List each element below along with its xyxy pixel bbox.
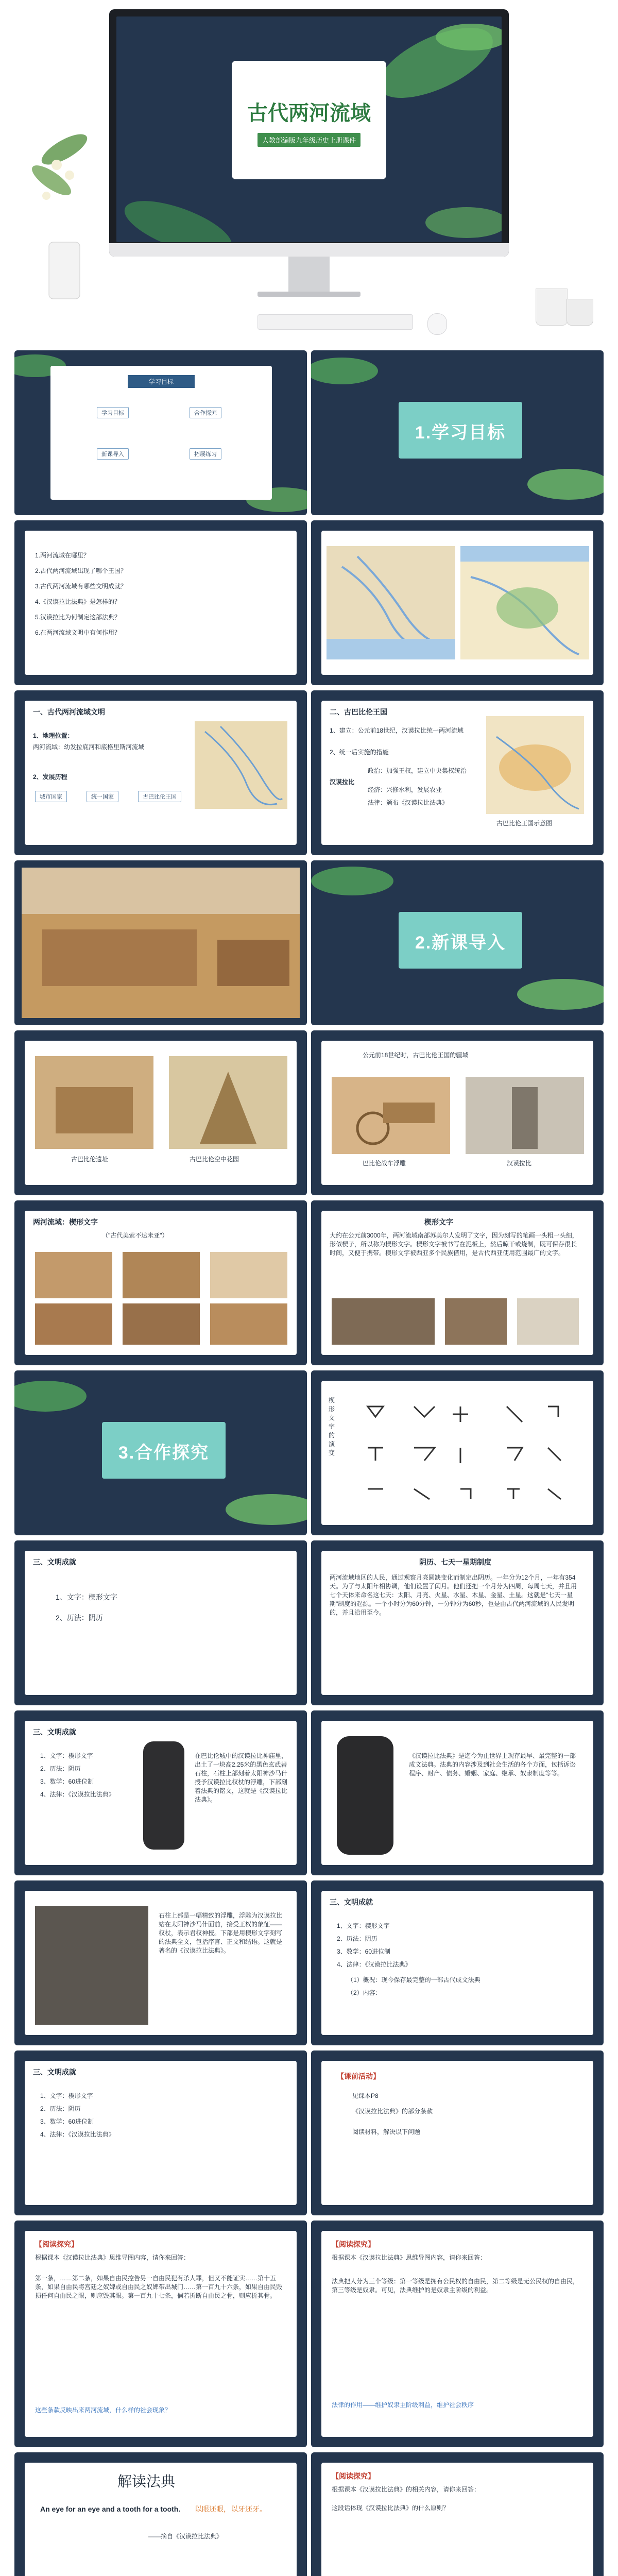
slide-content <box>321 2231 593 2437</box>
slide-content <box>321 1381 593 1525</box>
slide-achievements <box>14 1540 307 1705</box>
activity-line: 见课本P8 <box>352 2092 379 2099</box>
stele-image <box>143 1741 184 1850</box>
slide-heading: 两河流域：楔形文字 <box>33 1218 98 1226</box>
slide-law-question <box>311 2221 604 2447</box>
slide-ruins <box>14 1030 307 1195</box>
slide-babylon <box>311 690 604 855</box>
achievement-item: 2、历法：阴历 <box>56 1614 103 1622</box>
slide-activity <box>311 2050 604 2215</box>
sub-item: （2）内容： <box>347 1989 382 1996</box>
ruins-photo <box>22 868 300 1018</box>
slide-questions <box>14 520 307 685</box>
measure: 经济：兴修水利，发展农业 <box>368 786 442 793</box>
question: 5.汉谟拉比为何制定这部法典？ <box>35 614 121 621</box>
body-text: 两河流域地区的人民，通过观察月亮圆缺变化而制定出阴历。一年分为12个月，一年有354天。为了与太阳年相协调，他们设置了闰月。他们还把一个月分为四周，每周七天，并且用七个天体来命名这七天：太阳、月亮、火星、水星、木星、金星、土星。这就是"七天一星期"制度的起源。一个小时分为60分钟，一分钟分为60秒，也是由古代两河流域的人民发明的，并且沿用至今。 <box>330 1574 577 1616</box>
slide-objectives <box>14 350 307 515</box>
tag: 【阅读探究】 <box>332 2472 375 2480</box>
flow-step: 统一国家 <box>87 791 118 802</box>
map-image <box>327 546 455 659</box>
slide-content <box>321 1891 593 2035</box>
monitor-chin <box>109 243 509 257</box>
hand-writing-image <box>210 1252 287 1298</box>
flow-step: 古巴比伦王国 <box>138 791 181 802</box>
prompt: 根据课本《汉谟拉比法典》思维导图内容，请你来回答： <box>35 2254 190 2261</box>
slide-heading: 三、文明成就 <box>330 1898 373 1906</box>
tag: 【阅读探究】 <box>35 2240 78 2248</box>
slide-content <box>321 1211 593 1355</box>
achievement-item: 1、文字：楔形文字 <box>40 1752 93 1759</box>
activity-line: 《汉谟拉比法典》的部分条款 <box>352 2108 433 2115</box>
cup <box>566 299 593 326</box>
quote: （"古代美索不达米亚"） <box>102 1232 168 1239</box>
slide-content <box>25 531 297 675</box>
slide-heading: 二、古巴比伦王国 <box>330 708 387 716</box>
tag: 【阅读探究】 <box>332 2240 375 2248</box>
measure: 法律：颁布《汉谟拉比法典》 <box>368 799 449 806</box>
slide-cuneiform-chart <box>311 1370 604 1535</box>
slide-content <box>25 1891 297 2035</box>
tablet-image <box>210 1303 287 1345</box>
clay-tablet-image <box>35 1252 112 1298</box>
tablet-image <box>332 1298 435 1345</box>
statue-image <box>517 1298 579 1345</box>
measures-label: 汉谟拉比 <box>330 778 355 786</box>
achievement-item: 1、文字：楔形文字 <box>40 2092 93 2099</box>
section-title: 1.学习目标 <box>415 423 506 443</box>
slide-law-excerpt <box>14 2221 307 2447</box>
stele-image <box>337 1736 393 1855</box>
achievement-item: 3、数学：60进位制 <box>40 1778 94 1785</box>
point-desc: 两河流域：幼发拉底河和底格里斯河流域 <box>33 743 145 751</box>
cover-card <box>232 61 386 179</box>
objective-item[interactable]: 学习目标 <box>97 407 129 418</box>
question: 这些条款反映出来两河流域，什么样的社会现象？ <box>35 2406 171 2414</box>
activity-line: 阅读材料，解决以下问题 <box>352 2128 421 2136</box>
monitor-screen <box>116 16 502 242</box>
slide-quote <box>14 2452 307 2576</box>
slide-content <box>25 1211 297 1355</box>
monitor-frame <box>109 9 509 257</box>
slide-section2 <box>311 860 604 1025</box>
slide-content <box>321 1041 593 1185</box>
question: 3.古代两河流域有哪些文明成就？ <box>35 583 127 590</box>
clay-tablet-image <box>123 1252 200 1298</box>
objectives-top-box: 学习目标 <box>128 375 195 388</box>
caption: 古巴比伦空中花园 <box>190 1156 239 1163</box>
tablet-image <box>35 1303 112 1345</box>
prompt: 根据课本《汉谟拉比法典》思维导图内容，请你来回答： <box>332 2254 487 2261</box>
monitor-base <box>258 292 360 297</box>
slide-cuneiform-left <box>14 1200 307 1365</box>
slide-map-intro <box>311 520 604 685</box>
slide-content <box>321 701 593 845</box>
slide-cuneiform-right <box>311 1200 604 1365</box>
achievement-item: 2、历法：阴历 <box>337 1935 377 1942</box>
section-card <box>399 402 522 459</box>
statue-image <box>466 1077 584 1154</box>
garden-image <box>169 1056 287 1149</box>
section-title: 2.新课导入 <box>415 933 506 953</box>
slide-intro <box>311 1030 604 1195</box>
quote-en: An eye for an eye and a tooth for a tooth. <box>40 2505 181 2513</box>
excerpt: 第一条，……第二条，如果自由民控告另一自由民犯有杀人罪，但又不能证实……第十五条，如果自由民将宫廷之奴婢或自由民之奴婢带出城门……第一百九十六条，如果自由民毁损任何自由民之眼，则应毁其眼。第一百九十七条，倘若折断自由民之骨，则应折其骨。 <box>35 2275 283 2299</box>
slide-content <box>25 2061 297 2205</box>
ruins-image <box>35 1056 153 1149</box>
section-card <box>102 1422 226 1479</box>
slide-content <box>25 2231 297 2437</box>
cup <box>536 289 568 326</box>
cover-subtitle: 人教部编版九年级历史上册课件 <box>258 133 360 147</box>
slide-relief <box>14 1880 307 2045</box>
point: 1、建立：公元前18世纪，汉谟拉比统一两河流域 <box>330 727 464 734</box>
question: 6.在两河流域文明中有何作用？ <box>35 629 121 636</box>
monitor-stand <box>288 257 330 293</box>
body-text: 在巴比伦城中的汉谟拉比神庙里，出土了一块高2.25米的黑色玄武岩石柱，石柱上部刻着太阳神沙马什授予汉谟拉比权杖的浮雕，下部刻着法典的铭文，这就是《汉谟拉比法典》。 <box>195 1752 288 1803</box>
answer: 这段话体现《汉谟拉比法典》的什么原则？ <box>332 2504 450 2512</box>
slide-legal-prompt <box>311 2452 604 2576</box>
slide-heading: 阴历、七天一星期制度 <box>419 1558 491 1566</box>
slide-heading: 三、文明成就 <box>33 1728 76 1736</box>
question: 2.古代两河流域出现了哪个王国？ <box>35 567 127 574</box>
quote-source: ——摘自《汉谟拉比法典》 <box>148 2533 223 2540</box>
body-text: 石柱上部是一幅精致的浮雕，浮雕为汉谟拉比站在太阳神沙马什面前，接受王权的象征——权杖，表示君权神授。下部是用楔形文字刻写的法典全文，包括序言、正文和结语。这就是著名的《汉谟拉比法典》。 <box>159 1912 283 1954</box>
slide-content <box>321 2061 593 2205</box>
map-image <box>486 716 584 814</box>
cuneiform-symbols <box>352 1391 579 1515</box>
slide-geography <box>14 690 307 855</box>
slide-content <box>321 531 593 675</box>
answer: 法律的作用——维护奴隶主阶级利益，维护社会秩序 <box>332 2401 474 2409</box>
caption: 巴比伦战车浮雕 <box>363 1160 406 1167</box>
quote-cn: 以眼还眼，以牙还牙。 <box>195 2505 267 2513</box>
caption: 古巴比伦遗址 <box>71 1156 109 1163</box>
slide-achievements3 <box>311 1880 604 2045</box>
slide-section3 <box>14 1370 307 1535</box>
slide-heading: 三、文明成就 <box>33 2068 76 2076</box>
activity-tag: 【课前活动】 <box>337 2072 380 2080</box>
prompt: 根据课本《汉谟拉比法典》的相关内容，请你来回答： <box>332 2486 480 2493</box>
sub-item: （1）概况：现今保存最完整的一部古代成文法典 <box>347 1976 480 1984</box>
objective-item[interactable]: 拓展练习 <box>190 448 221 460</box>
section-card <box>399 912 522 969</box>
slide-content <box>321 1721 593 1865</box>
chariot-image <box>332 1077 450 1154</box>
achievement-item: 2、历法：阴历 <box>40 1765 81 1772</box>
section-title: 3.合作探究 <box>118 1443 210 1463</box>
cover-title: 古代两河流域 <box>247 101 371 125</box>
objective-item[interactable]: 合作探究 <box>190 407 221 418</box>
tablet-image <box>445 1298 507 1345</box>
slide-stele <box>311 1710 604 1875</box>
slide-ruins-photo <box>14 860 307 1025</box>
body-text: 法典把人分为三个等级：第一等级是拥有公民权的自由民，第二等级是无公民权的自由民，第三等级是奴隶。可见，法典维护的是奴隶主阶级的利益。 <box>332 2278 579 2294</box>
slide-heading: 一、古代两河流域文明 <box>33 708 105 716</box>
slide-content <box>25 2463 297 2576</box>
slide-section1 <box>311 350 604 515</box>
point-title: 1、地理位置： <box>33 732 74 739</box>
cover-section <box>0 0 618 345</box>
slide-content <box>321 1551 593 1695</box>
mouse <box>427 313 447 335</box>
point-title: 2、发展历程 <box>33 773 67 781</box>
side-text: 楔形文字的演变 <box>329 1397 335 1456</box>
relief-image <box>35 1906 148 2025</box>
slide-content <box>25 1551 297 1695</box>
keyboard <box>258 314 413 330</box>
slide-heading: 三、文明成就 <box>33 1558 76 1566</box>
flow-step: 城市国家 <box>35 791 67 802</box>
slide-achievements-repeat <box>14 2050 307 2215</box>
body-text: 《汉谟拉比法典》是迄今为止世界上现存最早、最完整的一部成文法典。法典的内容涉及到社会生活的各个方面，包括诉讼程序、财产、债务、婚姻、家庭、继承、奴隶制度等等。 <box>409 1752 576 1777</box>
map-image <box>460 546 589 659</box>
intro-text: 公元前18世纪时，古巴比伦王国的疆域 <box>363 1052 469 1059</box>
slide-achievements2 <box>14 1710 307 1875</box>
slide-content <box>25 1721 297 1865</box>
body-text: 大约在公元前3000年，两河流域南部苏美尔人发明了文字，因为刻写的笔画一头粗一头细，形似楔子，所以称为楔形文字。楔形文字被书写在泥板上，然后晾干或烧制，既可保存很长时间，又便于携带。楔形文字被西亚多个民族借用，是古代西亚使用范围最广的文字。 <box>330 1232 578 1257</box>
achievement-item: 4、法律：《汉谟拉比法典》 <box>40 1791 115 1798</box>
caption: 汉谟拉比 <box>507 1160 532 1167</box>
slide-heading: 解读法典 <box>117 2473 176 2489</box>
slide-content <box>25 701 297 845</box>
objective-item[interactable]: 新课导入 <box>97 448 129 460</box>
map-image <box>195 721 287 809</box>
slide-heading: 楔形文字 <box>424 1218 453 1226</box>
achievement-item: 4、法律：《汉谟拉比法典》 <box>40 2131 115 2138</box>
map-caption: 古巴比伦王国示意图 <box>496 820 553 827</box>
achievement-item: 1、文字：楔形文字 <box>56 1593 117 1601</box>
achievement-item: 3、数学：60进位制 <box>337 1948 391 1955</box>
question: 4.《汉谟拉比法典》是怎样的？ <box>35 598 121 605</box>
tablet-image <box>123 1303 200 1345</box>
slide-calendar <box>311 1540 604 1705</box>
slide-content <box>25 1041 297 1185</box>
achievement-item: 4、法律：《汉谟拉比法典》 <box>337 1961 411 1968</box>
question: 1.两河流域在哪里？ <box>35 552 90 559</box>
achievement-item: 1、文字：楔形文字 <box>337 1922 390 1929</box>
measure: 政治：加强王权，建立中央集权统治 <box>368 767 467 774</box>
objectives-card <box>50 366 272 500</box>
plant-decoration <box>21 118 108 304</box>
achievement-item: 3、数学：60进位制 <box>40 2118 94 2125</box>
achievement-item: 2、历法：阴历 <box>40 2105 81 2112</box>
point: 2、统一后实施的措施 <box>330 749 389 756</box>
slide-content <box>321 2463 593 2576</box>
